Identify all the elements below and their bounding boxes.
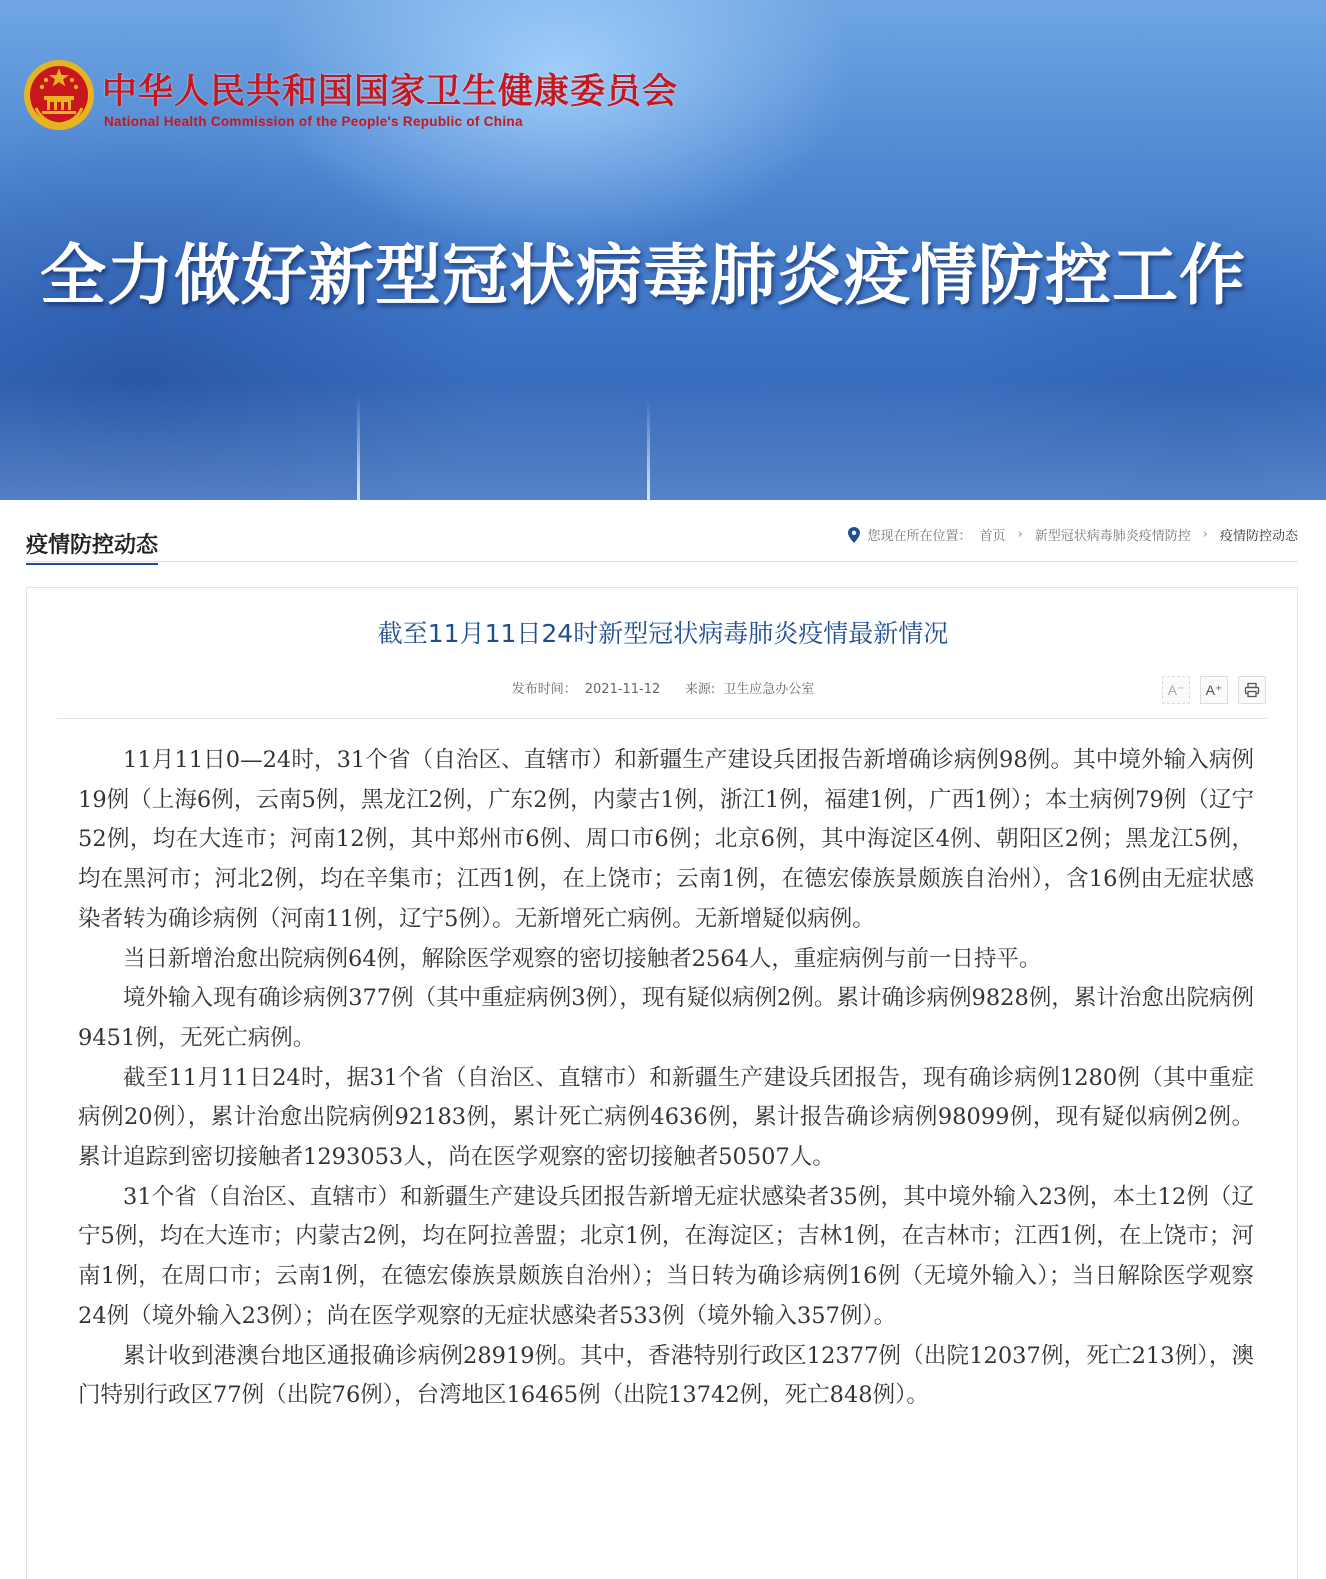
breadcrumb-covid-link[interactable]: 新型冠状病毒肺炎疫情防控	[1034, 529, 1191, 544]
publish-date-label: 发布时间：	[511, 682, 577, 697]
publish-date: 2021-11-12	[584, 682, 661, 697]
breadcrumb-prefix: 您现在所在位置：	[867, 529, 972, 544]
org-name-english: National Health Commission of the People's Republic of China	[104, 114, 523, 129]
article-title: 截至11月11日24时新型冠状病毒肺炎疫情最新情况	[377, 619, 949, 648]
banner-glow	[0, 380, 1326, 500]
article-paragraph: 累计收到港澳台地区通报确诊病例28919例。其中，香港特别行政区12377例（出院12037例，死亡213例），澳门特别行政区77例（出院76例），台湾地区16465例（出院13742例，死亡848例）。	[78, 1342, 1254, 1409]
chevron-right-icon: ›	[1017, 527, 1023, 542]
article-meta	[0, 678, 1326, 697]
section-title[interactable]: 疫情防控动态	[26, 528, 158, 565]
meta-divider	[57, 718, 1267, 719]
print-icon	[1244, 682, 1260, 698]
banner-light-pillar	[647, 400, 650, 500]
article-body	[78, 741, 1254, 1416]
location-pin-icon	[848, 527, 860, 543]
source-label: 来源:	[684, 682, 716, 697]
breadcrumb-current[interactable]: 疫情防控动态	[1219, 529, 1298, 544]
font-larger-button[interactable]: A⁺	[1200, 676, 1228, 704]
font-smaller-button[interactable]: A⁻	[1162, 676, 1190, 704]
banner-slogan: 全力做好新型冠状病毒肺炎疫情防控工作	[40, 237, 1246, 314]
header-banner	[0, 0, 1326, 500]
source-value: 卫生应急办公室	[723, 682, 815, 697]
article-paragraph: 境外输入现有确诊病例377例（其中重症病例3例），现有疑似病例2例。累计确诊病例9828例，累计治愈出院病例9451例，无死亡病例。	[78, 985, 1254, 1051]
article-paragraph: 11月11日0—24时，31个省（自治区、直辖市）和新疆生产建设兵团报告新增确诊病例98例。其中境外输入病例19例（上海6例，云南5例，黑龙江2例，广东2例，内蒙古1例，浙江1例，福建1例，广西1例）；本土病例79例（辽宁52例，均在大连市；河南12例，其中郑州市6例、周口市6例；北京6例，其中海淀区4例、朝阳区2例；黑龙江5例，均在黑河市；河北2例，均在辛集市；江西1例，在上饶市；云南1例，在德宏傣族景颇族自治州），含16例由无症状感染者转为确诊病例（河南11例，辽宁5例）。无新增死亡病例。无新增疑似病例。	[78, 747, 1254, 932]
print-button[interactable]	[1238, 676, 1266, 704]
org-name-chinese: 中华人民共和国国家卫生健康委员会	[102, 72, 679, 112]
section-divider	[26, 561, 1298, 562]
national-emblem-icon	[22, 58, 96, 132]
banner-light-pillar	[357, 395, 360, 500]
breadcrumb-home-link[interactable]: 首页	[979, 529, 1006, 544]
article-paragraph: 31个省（自治区、直辖市）和新疆生产建设兵团报告新增无症状感染者35例，其中境外输入23例，本土12例（辽宁5例，均在大连市；内蒙古2例，均在阿拉善盟；北京1例，在海淀区；吉林1例，在吉林市；江西1例，在上饶市；河南1例，在周口市；云南1例，在德宏傣族景颇族自治州）；当日转为确诊病例16例（无境外输入）；当日解除医学观察24例（境外输入23例）；尚在医学观察的无症状感染者533例（境外输入357例）。	[78, 1183, 1254, 1329]
breadcrumb	[848, 525, 1298, 544]
article-tools	[1162, 676, 1266, 704]
chevron-right-icon: ›	[1202, 527, 1208, 542]
article-paragraph: 当日新增治愈出院病例64例，解除医学观察的密切接触者2564人，重症病例与前一日持平。	[123, 945, 1042, 972]
article-paragraph: 截至11月11日24时，据31个省（自治区、直辖市）和新疆生产建设兵团报告，现有确诊病例1280例（其中重症病例20例），累计治愈出院病例92183例，累计死亡病例4636例，累计报告确诊病例98099例，现有疑似病例2例。累计追踪到密切接触者1293053人，尚在医学观察的密切接触者50507人。	[78, 1064, 1254, 1171]
